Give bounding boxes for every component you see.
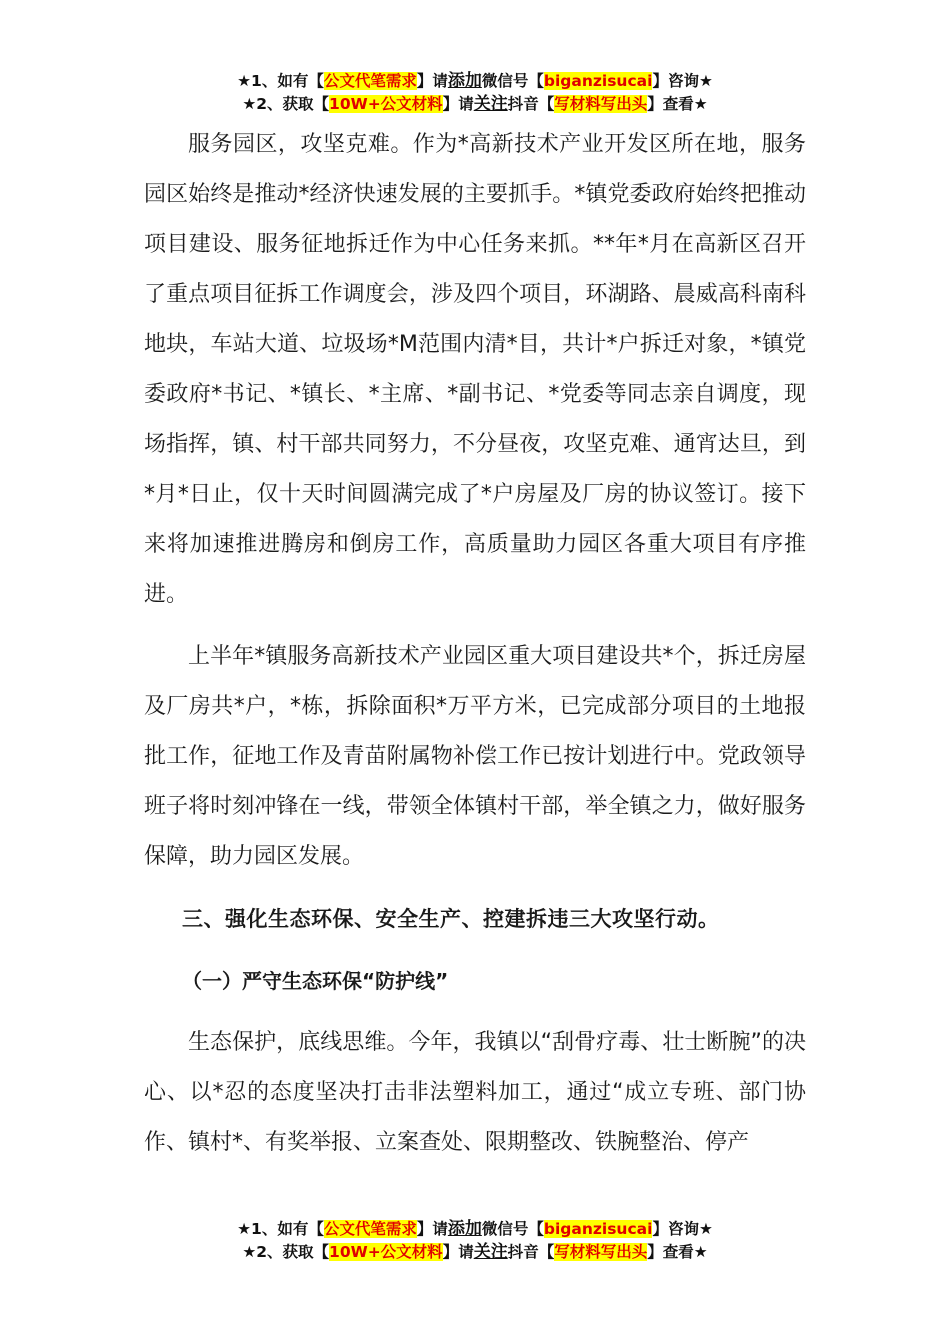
banner-highlight: 写材料写出头: [554, 95, 648, 113]
banner-highlight: 公文代笔需求: [323, 72, 417, 90]
body-paragraph: 生态保护，底线思维。今年，我镇以“刮骨疗毒、壮士断腕”的决心、以*忍的态度坚决打击非法塑料加工，通过“成立专班、部门协作、镇村*、有奖举报、立案查处、限期整改、铁腕整治、停产: [144, 1030, 806, 1155]
body-paragraph: 上半年*镇服务高新技术产业园区重大项目建设共*个，拆迁房屋及厂房共*户，*栋，拆除面积*万平方米，已完成部分项目的土地报批工作，征地工作及青苗附属物补偿工作已按计划进行中。党政领导班子将时刻冲锋在一线，带领全体镇村干部，举全镇之力，做好服务保障，助力园区发展。: [144, 644, 806, 869]
banner-highlight: 10W+公文材料: [329, 1243, 443, 1261]
banner-highlight: biganzisucai: [543, 72, 653, 90]
banner-highlight: biganzisucai: [543, 1220, 653, 1238]
banner-underline: 添加: [447, 71, 482, 91]
subsection-heading: （一）严守生态环保“防护线”: [182, 969, 449, 993]
section-heading: 三、强化生态环保、安全生产、控建拆违三大攻坚行动。: [182, 907, 720, 931]
banner-line-2: ★2、获取【10W+公文材料】请关注抖音【写材料写出头】查看★: [242, 1242, 708, 1262]
document-body: [144, 120, 806, 1168]
banner-underline: 添加: [447, 1219, 482, 1239]
banner-line-1: ★1、如有【公文代笔需求】请添加微信号【biganzisucai】咨询★: [237, 71, 713, 91]
banner-highlight: 写材料写出头: [554, 1243, 648, 1261]
body-paragraph: 服务园区，攻坚克难。作为*高新技术产业开发区所在地，服务园区始终是推动*经济快速发展的主要抓手。*镇党委政府始终把推动项目建设、服务征地拆迁作为中心任务来抓。**年*月在高新区召开了重点项目征拆工作调度会，涉及四个项目，环湖路、晨威高科南科地块，车站大道、垃圾场*M范围内清*目，共计*户拆迁对象，*镇党委政府*书记、*镇长、*主席、*副书记、*党委等同志亲自调度，现场指挥，镇、村干部共同努力，不分昼夜，攻坚克难、通宵达旦，到*月*日止，仅十天时间圆满完成了*户房屋及厂房的协议签订。接下来将加速推进腾房和倒房工作，高质量助力园区各重大项目有序推进。: [144, 132, 806, 607]
banner-underline: 关注: [473, 1242, 508, 1262]
header-banner: [0, 70, 950, 116]
banner-line-1: ★1、如有【公文代笔需求】请添加微信号【biganzisucai】咨询★: [237, 1219, 713, 1239]
banner-highlight: 公文代笔需求: [323, 1220, 417, 1238]
banner-highlight: 10W+公文材料: [329, 95, 443, 113]
footer-banner: [0, 1218, 950, 1264]
banner-line-2: ★2、获取【10W+公文材料】请关注抖音【写材料写出头】查看★: [242, 94, 708, 114]
banner-underline: 关注: [473, 94, 508, 114]
